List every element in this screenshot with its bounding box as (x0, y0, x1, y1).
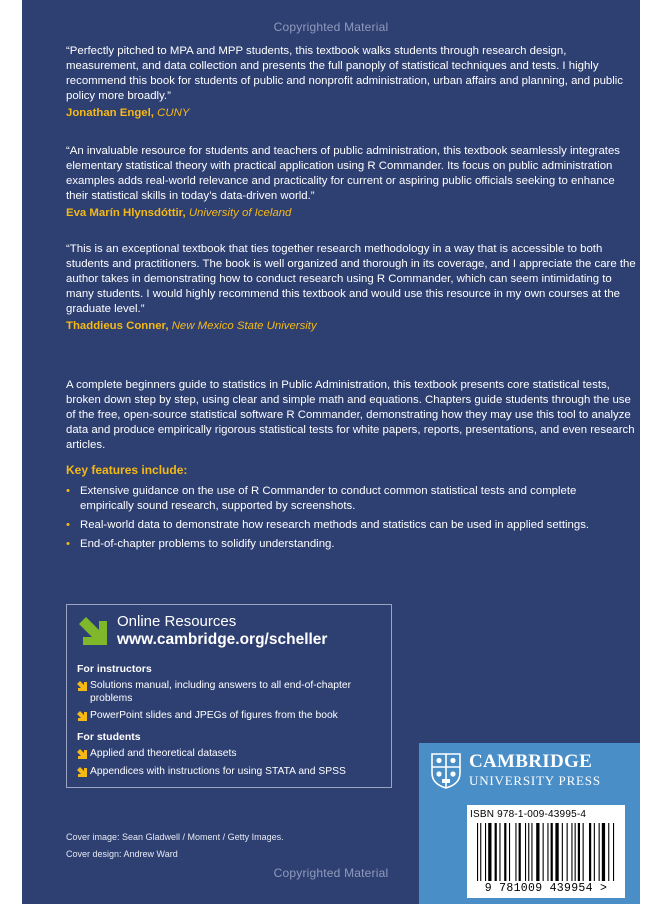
endorsement-quote-1 (66, 44, 636, 121)
resource-item-text: Solutions manual, including answers to all end-of-chapter problems (90, 680, 352, 704)
quote-attribution (66, 106, 636, 121)
key-feature-text: End-of-chapter problems to solidify understanding. (80, 538, 335, 550)
quote-text: “An invaluable resource for students and teachers of public administration, this textbook seamlessly integrates elementary statistical theory with practical application using R Commander. Its focus on public administration examples adds real-world relevance and practicality for current or aspiring public officials seeking to enhance their statistical skills in today’s data-driven world.” (66, 145, 621, 202)
arrow-down-right-icon (77, 749, 87, 759)
resource-item-text: Appendices with instructions for using STATA and SPSS (90, 766, 346, 777)
barcode-box (467, 805, 625, 898)
resource-item-text: PowerPoint slides and JPEGs of figures from the book (90, 710, 338, 721)
endorser-affiliation: University of Iceland (188, 207, 292, 219)
barcode-number: 9 781009 439954 > (484, 882, 608, 895)
endorser-name: Thaddieus Conner, (66, 320, 169, 332)
book-description: A complete beginners guide to statistics in Public Administration, this textbook presents core statistical tests, broken down step by step, using clear and simple math and equations. Chapters guide students through the use of the free, open-source statistical software R Commander, demonstrating how they may use this tool to analyze data and produce empirically rigorous statistical tests for white papers, reports, presentations, and even research articles. (66, 379, 635, 451)
arrow-down-right-icon (77, 767, 87, 777)
publisher-block (419, 743, 640, 904)
instructors-heading: For instructors (77, 663, 152, 675)
resource-item-text: Applied and theoretical datasets (90, 748, 237, 759)
key-feature-item (66, 484, 616, 514)
key-feature-text: Real-world data to demonstrate how research methods and statistics can be used in applied settings. (80, 519, 590, 531)
key-feature-item (66, 537, 616, 552)
resource-item (77, 709, 377, 722)
resources-title: Online Resources (117, 613, 237, 630)
quote-attribution (66, 319, 636, 334)
online-resources-box (66, 604, 392, 788)
endorser-name: Eva Marín Hlynsdóttir, (66, 207, 186, 219)
students-heading: For students (77, 731, 141, 743)
endorser-affiliation: New Mexico State University (171, 320, 317, 332)
arrow-down-right-icon (77, 615, 109, 647)
endorsement-quote-2 (66, 144, 636, 221)
key-features-heading: Key features include: (66, 463, 188, 477)
arrow-down-right-icon (77, 711, 87, 721)
key-feature-item (66, 518, 616, 533)
university-crest-icon (431, 753, 461, 789)
quote-text: “This is an exceptional textbook that ties together research methodology in a way that is accessible to both students and practitioners. The book is well organized and thorough in its coverage, and I appreciate the care the author takes in demonstrating how to conduct research using R Commander, which can seem intimidating to many students. I would highly recommend this textbook and would use this resource in my own courses at the graduate level.” (66, 243, 636, 315)
resource-item (77, 747, 377, 760)
resource-item (77, 679, 377, 705)
watermark-top: Copyrighted Material (273, 20, 389, 34)
arrow-down-right-icon (77, 681, 87, 691)
bullet-icon: • (66, 485, 70, 497)
key-feature-text: Extensive guidance on the use of R Commander to conduct common statistical tests and complete empirically sound research, supported by screenshots. (80, 485, 577, 512)
barcode-icon (477, 823, 617, 881)
bullet-icon: • (66, 538, 70, 550)
cover-design-credit: Cover design: Andrew Ward (66, 849, 178, 859)
cover-image-credit: Cover image: Sean Gladwell / Moment / Getty Images. (66, 832, 284, 842)
publisher-name: CAMBRIDGE (469, 751, 593, 772)
endorser-affiliation: CUNY (157, 107, 190, 119)
watermark-bottom: Copyrighted Material (273, 866, 389, 880)
resource-item (77, 765, 377, 778)
endorser-name: Jonathan Engel, (66, 107, 154, 119)
bullet-icon: • (66, 519, 70, 531)
key-features-list (66, 484, 616, 556)
isbn-label: ISBN 978-1-009-43995-4 (470, 809, 587, 820)
endorsement-quote-3 (66, 242, 636, 334)
quote-attribution (66, 206, 636, 221)
publisher-press: UNIVERSITY PRESS (469, 773, 601, 788)
quote-text: “Perfectly pitched to MPA and MPP students, this textbook walks students through research design, measurement, and data collection and presents the full panoply of statistical techniques and tests. I highly recommend this book for students of public and nonprofit administration, urban affairs and planning, and public policy more broadly.” (66, 45, 624, 102)
resources-url[interactable]: www.cambridge.org/scheller (117, 631, 328, 648)
